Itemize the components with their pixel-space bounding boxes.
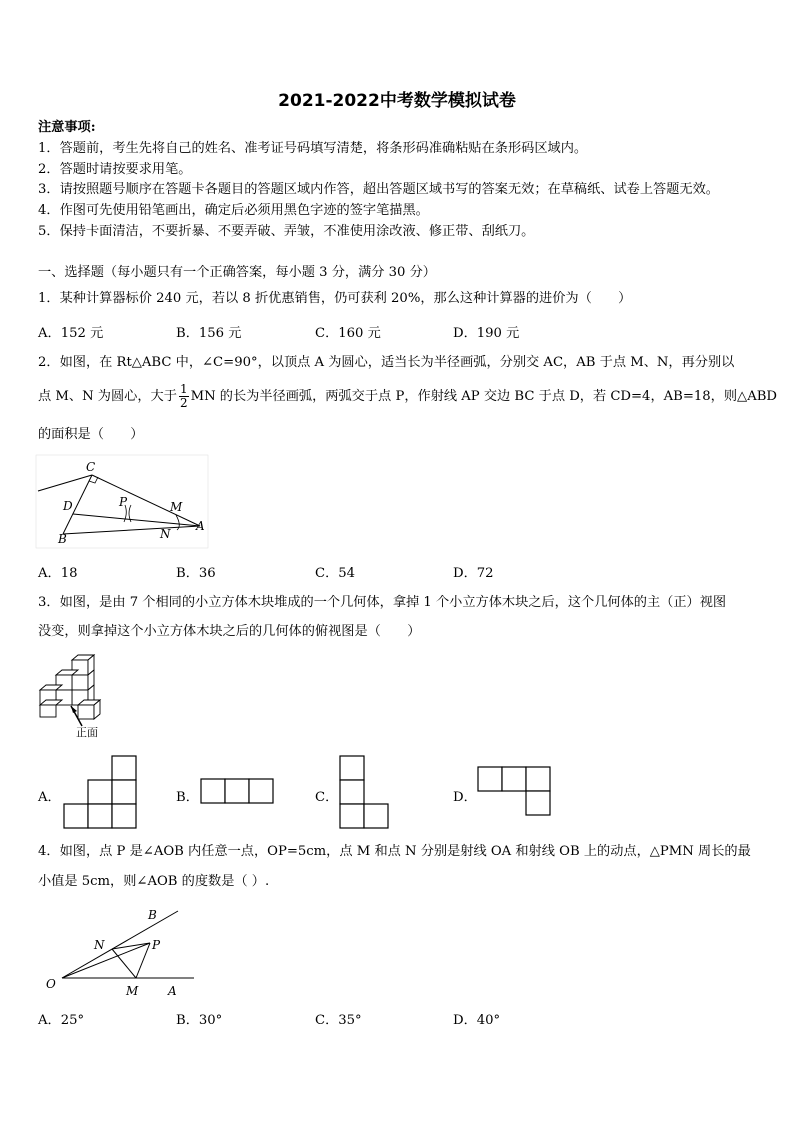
q1-option-d: D．190 元 — [453, 326, 520, 341]
question-2-line2 — [38, 381, 777, 413]
notice-item: 1．答题前，考生先将自己的姓名、准考证号码填写清楚，将条形码准确粘贴在条形码区域内。 — [38, 141, 588, 156]
q3-option-c: C． — [315, 790, 339, 805]
label-o: O — [46, 977, 56, 991]
question-4-line2: 小值是 5cm，则∠AOB 的度数是（ ）. — [38, 874, 270, 889]
fraction-half — [179, 383, 189, 410]
q3-cubes-figure — [38, 656, 113, 746]
section-heading: 一、选择题（每小题只有一个正确答案，每小题 3 分，满分 30 分） — [38, 265, 436, 280]
label-b: B — [58, 532, 67, 546]
question-3-line1: 3．如图，是由 7 个相同的小立方体木块堆成的一个几何体，拿掉 1 个小立方体木块之后，这个几何体的主（正）视图 — [38, 595, 727, 610]
question-2-line1: 2．如图，在 Rt△ABC 中，∠C=90°，以顶点 A 为圆心，适当长为半径画弧，分别交 AC，AB 于点 M、N，再分别以 — [38, 355, 735, 370]
q2-option-b: B．36 — [176, 566, 216, 581]
label-n: N — [160, 527, 171, 541]
q2-option-d: D．72 — [453, 566, 494, 581]
label-d: D — [63, 499, 73, 513]
q3-option-c-figure — [338, 755, 390, 829]
label-a: A — [168, 984, 177, 998]
notice-item: 2．答题时请按要求用笔。 — [38, 162, 192, 177]
label-front: 正面 — [76, 726, 98, 739]
q1-option-b: B．156 元 — [176, 326, 242, 341]
label-p: P — [152, 938, 161, 952]
question-4-line1: 4．如图，点 P 是∠AOB 内任意一点，OP=5cm，点 M 和点 N 分别是射线 OA 和射线 OB 上的动点，△PMN 周长的最 — [38, 844, 751, 859]
notice-item: 5．保持卡面清洁，不要折暴、不要弄破、弄皱，不准使用涂改液、修正带、刮纸刀。 — [38, 224, 535, 239]
q2-option-c: C．54 — [315, 566, 356, 581]
label-b: B — [148, 908, 157, 922]
notice-item: 3．请按照题号顺序在答题卡各题目的答题区域内作答，超出答题区域书写的答案无效；在草稿纸、试卷上答题无效。 — [38, 182, 719, 197]
question-1-text: 1．某种计算器标价 240 元，若以 8 折优惠销售，仍可获利 20%，那么这种计算器的进价为（ ） — [38, 291, 632, 306]
label-c: C — [86, 460, 96, 474]
label-n: N — [94, 938, 105, 952]
question-2-line3: 的面积是（ ） — [38, 427, 144, 442]
q2-triangle-figure — [36, 455, 211, 550]
q2-option-a: A．18 — [38, 566, 78, 581]
label-p: P — [119, 495, 128, 509]
notice-item: 4．作图可先使用铅笔画出，确定后必须用黑色字迹的签字笔描黑。 — [38, 203, 429, 218]
q2-line2-pre: 点 M、N 为圆心，大于 — [38, 389, 177, 404]
label-m: M — [126, 984, 139, 998]
q4-option-a: A．25° — [38, 1013, 85, 1028]
notice-heading: 注意事项: — [38, 120, 96, 135]
question-3-line2: 没变，则拿掉这个小立方体木块之后的几何体的俯视图是（ ） — [38, 624, 421, 639]
q1-option-a: A．152 元 — [38, 326, 104, 341]
label-m: M — [170, 500, 183, 514]
q3-option-d-figure — [476, 766, 552, 818]
q3-option-a: A． — [38, 790, 61, 805]
q4-option-d: D．40° — [453, 1013, 501, 1028]
q4-option-b: B．30° — [176, 1013, 223, 1028]
q3-option-a-figure — [62, 755, 138, 829]
fraction-numerator: 1 — [179, 382, 188, 396]
q2-line2-post: MN 的长为半径画弧，两弧交于点 P，作射线 AP 交边 BC 于点 D，若 CD=4，AB=18，则△ABD — [190, 389, 777, 404]
q1-option-c: C．160 元 — [315, 326, 381, 341]
fraction-denominator: 2 — [179, 396, 188, 410]
q3-option-b-figure — [199, 778, 275, 805]
q3-option-d: D． — [453, 790, 477, 805]
q3-option-b: B． — [176, 790, 199, 805]
q4-angle-figure — [40, 903, 200, 998]
q4-option-c: C．35° — [315, 1013, 362, 1028]
page-title: 2021-2022中考数学模拟试卷 — [278, 91, 516, 111]
label-a: A — [196, 519, 205, 533]
